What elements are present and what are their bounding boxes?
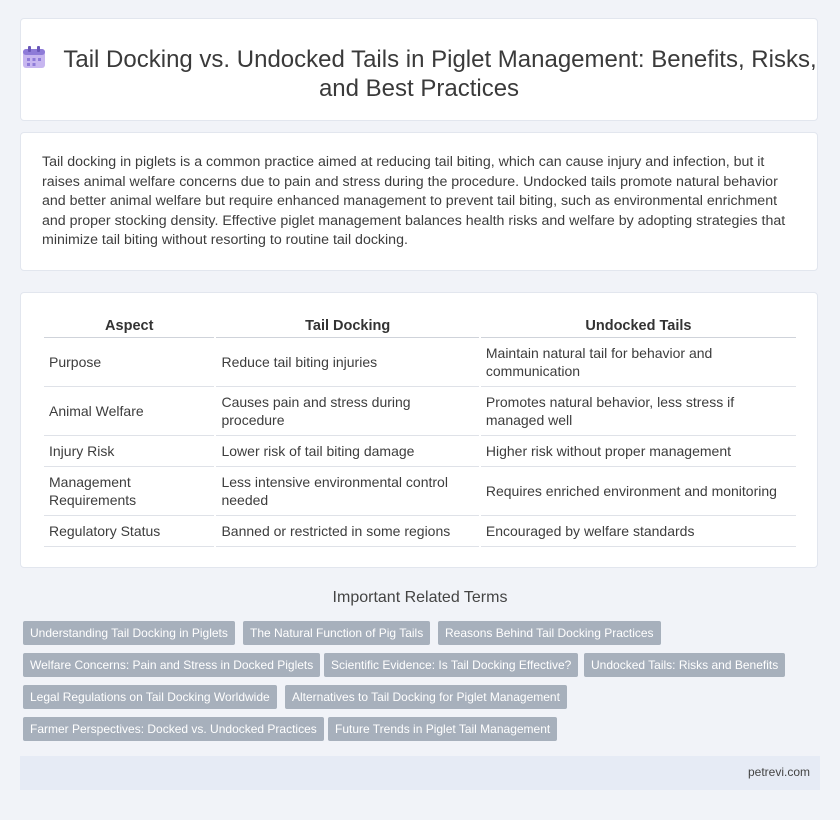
related-tag[interactable]: Reasons Behind Tail Docking Practices <box>438 621 661 645</box>
page-title-text: Tail Docking vs. Undocked Tails in Piglet Management: Benefits, Risks, and Best Practices <box>63 46 817 102</box>
related-tag[interactable]: Scientific Evidence: Is Tail Docking Effective? <box>324 653 578 677</box>
related-tag[interactable]: Understanding Tail Docking in Piglets <box>23 621 235 645</box>
header-card <box>20 18 818 121</box>
header-undocked-tails: Undocked Tails <box>481 315 796 338</box>
table-cell: Regulatory Status <box>44 516 214 547</box>
related-tag[interactable]: Undocked Tails: Risks and Benefits <box>584 653 785 677</box>
table-cell: Reduce tail biting injuries <box>216 338 478 387</box>
related-tag[interactable]: Alternatives to Tail Docking for Piglet Management <box>285 685 567 709</box>
table-cell: Lower risk of tail biting damage <box>216 436 478 467</box>
table-cell: Causes pain and stress during procedure <box>216 387 478 436</box>
table-row <box>44 338 796 387</box>
table-row <box>44 467 796 516</box>
header-tail-docking: Tail Docking <box>216 315 478 338</box>
related-tag[interactable]: The Natural Function of Pig Tails <box>243 621 430 645</box>
table-cell: Injury Risk <box>44 436 214 467</box>
table-cell: Higher risk without proper management <box>481 436 796 467</box>
related-tag[interactable]: Legal Regulations on Tail Docking Worldwide <box>23 685 277 709</box>
footer <box>20 756 820 790</box>
table-cell: Promotes natural behavior, less stress if managed well <box>481 387 796 436</box>
table-header-row <box>44 315 796 338</box>
table-row <box>44 436 796 467</box>
comparison-card <box>20 292 818 568</box>
calendar-icon <box>21 46 47 70</box>
table-cell: Requires enriched environment and monitoring <box>481 467 796 516</box>
table-cell: Banned or restricted in some regions <box>216 516 478 547</box>
table-row <box>44 387 796 436</box>
related-tag[interactable]: Welfare Concerns: Pain and Stress in Docked Piglets <box>23 653 320 677</box>
header-aspect: Aspect <box>44 315 214 338</box>
related-tag[interactable]: Future Trends in Piglet Tail Management <box>328 717 557 741</box>
footer-site-link[interactable]: petrevi.com <box>747 765 810 779</box>
table-cell: Encouraged by welfare standards <box>481 516 796 547</box>
intro-card <box>20 132 818 271</box>
related-tag[interactable]: Farmer Perspectives: Docked vs. Undocked Practices <box>23 717 324 741</box>
comparison-table <box>42 315 798 547</box>
table-cell: Management Requirements <box>44 467 214 516</box>
related-terms-title: Important Related Terms <box>332 589 508 606</box>
table-cell: Less intensive environmental control needed <box>216 467 478 516</box>
table-cell: Animal Welfare <box>44 387 214 436</box>
table-cell: Maintain natural tail for behavior and communication <box>481 338 796 387</box>
table-cell: Purpose <box>44 338 214 387</box>
page-title <box>21 45 817 103</box>
table-row <box>44 516 796 547</box>
intro-text: Tail docking in piglets is a common practice aimed at reducing tail biting, which can cause injury and infection, but it raises animal welfare concerns due to pain and stress during the procedure. Undocked tails promote natural behavior and better animal welfare but require enhanced management to prevent tail biting, such as environmental enrichment and proper stocking density. Effective piglet management balances health risks and welfare by adopting strategies that minimize tail biting without resorting to routine tail docking. <box>42 154 786 248</box>
